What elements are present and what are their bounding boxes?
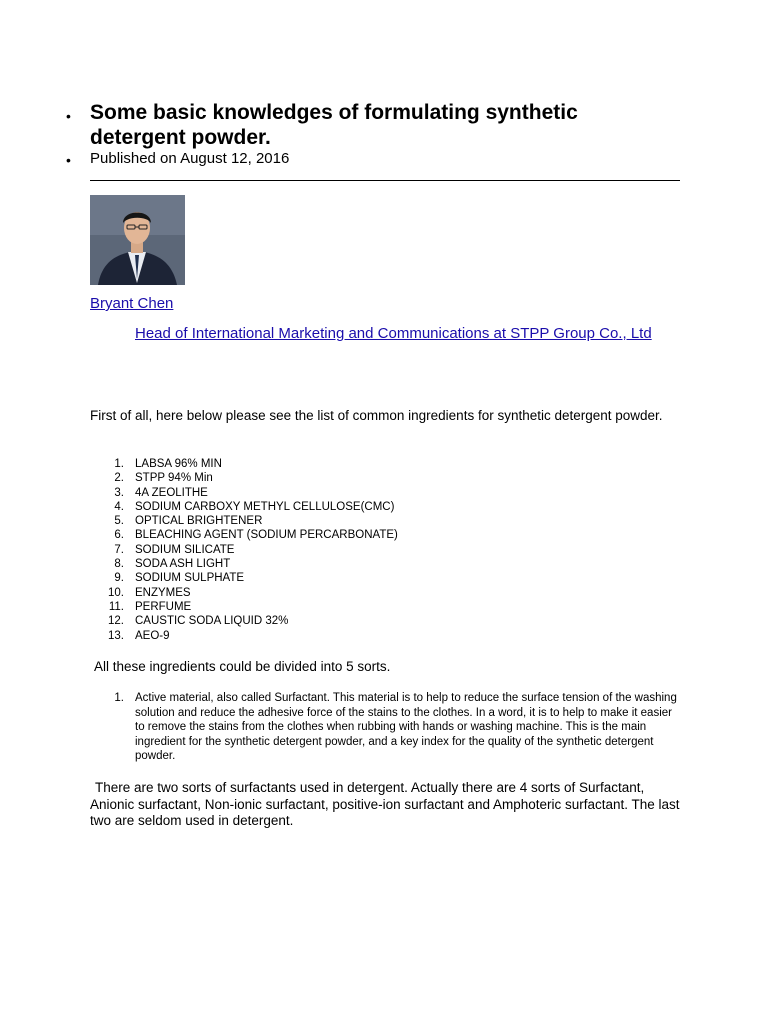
list-item-number: 8. [114,558,124,571]
list-item-number: 5. [114,515,124,528]
list-item [90,486,680,500]
sorts-intro: All these ingredients could be divided into 5 sorts. [94,659,391,674]
list-item-text: 4A ZEOLITHE [135,486,208,499]
surfactants-paragraph: There are two sorts of surfactants used in detergent. Actually there are 4 sorts of Surfactant, Anionic surfactant, Non-ionic surfactant, positive-ion surfactant and Amphoteric surfactant. The last two are seldom used in detergent. [90,780,680,828]
list-item-text: SODIUM SULPHATE [135,572,245,585]
article-header [0,100,768,168]
list-item-text: AEO-9 [135,629,170,642]
list-item-text: SODIUM CARBOXY METHYL CELLULOSE(CMC) [135,500,395,513]
list-item-number: 9. [114,572,124,585]
list-item-text: ENZYMES [135,586,191,599]
list-item-number: 4. [114,500,124,513]
list-item [90,691,680,764]
list-item-text: OPTICAL BRIGHTENER [135,515,263,528]
published-date: Published on August 12, 2016 [90,150,290,167]
list-item-text: PERFUME [135,600,192,613]
list-item-number: 12. [108,615,124,628]
list-item [90,629,680,643]
list-item [90,500,680,514]
intro-paragraph: First of all, here below please see the list of common ingredients for synthetic detergent powder. [90,408,663,423]
header-divider [90,180,680,181]
bullet-dot: • [66,108,71,124]
ingredients-list [90,457,680,643]
list-item [90,457,680,471]
list-item-text: CAUSTIC SODA LIQUID 32% [135,615,289,628]
list-item [90,528,680,542]
list-item [90,614,680,628]
author-photo [90,195,185,285]
list-item [90,600,680,614]
list-item [90,571,680,585]
list-item [90,586,680,600]
list-item-text: STPP 94% Min [135,472,213,485]
title-row [0,100,768,150]
list-item [90,557,680,571]
list-item-number: 2. [114,472,124,485]
sorts-list [90,691,680,764]
bullet-dot: • [66,152,71,168]
author-avatar[interactable] [90,195,185,285]
list-item-text: Active material, also called Surfactant. This material is to help to reduce the surface tension of the washing solution and reduce the adhesive force of the stains to the clothes. In a word, it is to help to make it easier to remove the stains from the clothes when rubbing with hands or washing machine. This is the main ingredient for the synthetic detergent powder, and a key index for the quality of the synthetic detergent powder. [135,692,677,762]
list-item-number: 10. [108,586,124,599]
list-item [90,514,680,528]
list-item-text: SODIUM SILICATE [135,543,235,556]
published-row [0,150,768,168]
list-item-number: 11. [108,600,124,613]
list-item-number: 13. [108,629,124,642]
article-title: Some basic knowledges of formulating synthetic detergent powder. [90,101,578,149]
list-item-number: 1. [114,692,124,704]
list-item-number: 1. [114,458,124,470]
list-item-number: 6. [114,529,124,542]
list-item-text: LABSA 96% MIN [135,458,222,470]
list-item-text: SODA ASH LIGHT [135,558,231,571]
author-role-link[interactable]: Head of International Marketing and Communications at STPP Group Co., Ltd [135,325,652,342]
list-item [90,543,680,557]
list-item-number: 3. [114,486,124,499]
list-item-text: BLEACHING AGENT (SODIUM PERCARBONATE) [135,529,398,542]
list-item [90,471,680,485]
author-name-link[interactable]: Bryant Chen [90,295,174,312]
list-item-number: 7. [114,543,124,556]
